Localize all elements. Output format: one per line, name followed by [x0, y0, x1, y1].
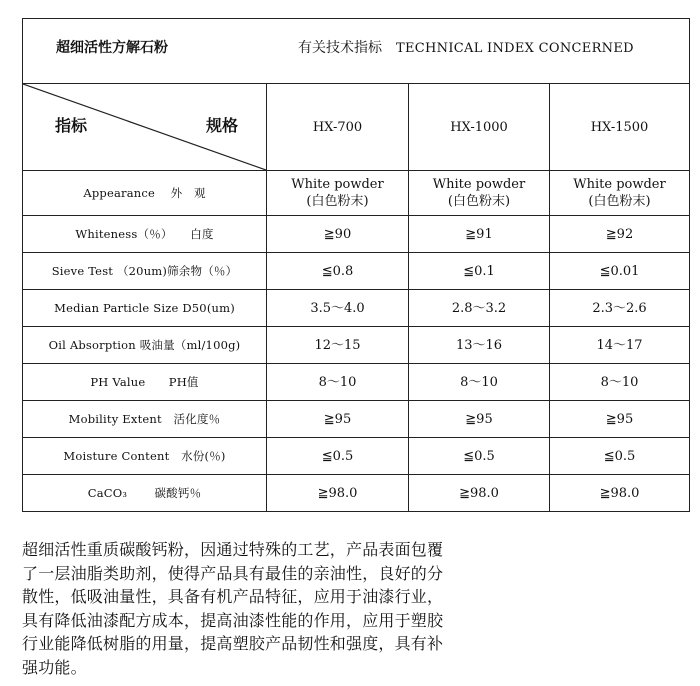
table-row [23, 401, 690, 438]
row-label: Median Particle Size D50(um) [23, 290, 267, 327]
value-cell: 8～10 [550, 364, 690, 401]
description-line: 了一层油脂类助剂，使得产品具有最佳的亲油性，良好的分 [22, 563, 444, 583]
title-row [23, 19, 690, 84]
technical-index-table [22, 18, 690, 512]
table-row [23, 216, 690, 253]
row-label: Whiteness（％） 白度 [23, 216, 267, 253]
value-cell: ≧95 [409, 401, 550, 438]
product-title: 超细活性方解石粉 [56, 40, 168, 56]
value-cell [409, 171, 550, 216]
value-cell: ≧90 [267, 216, 409, 253]
value-cell: ≧92 [550, 216, 690, 253]
product-header-hx700: HX-700 [267, 84, 409, 171]
row-label: CaCO₃ 碳酸钙％ [23, 475, 267, 512]
spec-label: 规格 [205, 116, 238, 135]
spec-sheet [22, 18, 689, 512]
value-cell: 14～17 [550, 327, 690, 364]
table-row [23, 290, 690, 327]
table-row [23, 438, 690, 475]
value-cell: ≧98.0 [267, 475, 409, 512]
value-cell: 2.3～2.6 [550, 290, 690, 327]
description-line: 行业能降低树脂的用量，提高塑胶产品韧性和强度，具有补 [22, 634, 444, 653]
product-header-hx1000: HX-1000 [409, 84, 550, 171]
product-header-hx1500: HX-1500 [550, 84, 690, 171]
table-subtitle [298, 41, 634, 56]
description-line: 具有降低油漆配方成本，提高油漆性能的作用，应用于塑胶 [22, 610, 444, 630]
value-cell: 8～10 [267, 364, 409, 401]
value-cell: 8～10 [409, 364, 550, 401]
header-row [23, 84, 690, 171]
value-line: White powder [291, 177, 384, 192]
value-line: (白色粉末) [588, 194, 651, 209]
subtitle-en: TECHNICAL INDEX CONCERNED [396, 41, 634, 56]
value-line: White powder [432, 177, 526, 192]
value-cell: ≦0.1 [409, 253, 550, 290]
value-cell: ≧98.0 [550, 475, 690, 512]
value-cell: ≦0.8 [267, 253, 409, 290]
description-line: 超细活性重质碳酸钙粉，因通过特殊的工艺，产品表面包覆 [22, 540, 444, 559]
row-label: Oil Absorption 吸油量（ml/100g) [23, 327, 267, 364]
index-label: 指标 [55, 116, 88, 135]
value-line: (白色粉末) [447, 194, 511, 209]
value-cell: 2.8～3.2 [409, 290, 550, 327]
title-cell [23, 19, 690, 84]
row-label: PH Value PH值 [23, 364, 267, 401]
row-label: Sieve Test （20um)筛余物（％） [23, 253, 267, 290]
value-cell: ≦0.5 [550, 438, 690, 475]
value-cell: ≧95 [267, 401, 409, 438]
value-cell [267, 171, 409, 216]
subtitle-cn: 有关技术指标 [298, 40, 382, 56]
table-row [23, 171, 690, 216]
product-description [22, 538, 542, 679]
row-label: Moisture Content 水份(％) [23, 438, 267, 475]
value-cell [550, 171, 690, 216]
value-cell: ≧98.0 [409, 475, 550, 512]
value-cell: ≦0.5 [267, 438, 409, 475]
value-line: White powder [573, 177, 666, 192]
row-label: Appearance 外 观 [23, 171, 267, 216]
value-line: (白色粉末) [306, 194, 369, 209]
value-cell: 13～16 [409, 327, 550, 364]
description-line: 强功能。 [22, 657, 87, 677]
diagonal-header-cell [23, 84, 267, 171]
table-row [23, 253, 690, 290]
value-cell: ≦0.01 [550, 253, 690, 290]
description-line: 散性，低吸油量性，具备有机产品特征，应用于油漆行业， [22, 587, 444, 606]
table-row [23, 327, 690, 364]
row-label: Mobility Extent 活化度％ [23, 401, 267, 438]
value-cell: 12～15 [267, 327, 409, 364]
table-row [23, 475, 690, 512]
value-cell: ≦0.5 [409, 438, 550, 475]
value-cell: ≧91 [409, 216, 550, 253]
value-cell: ≧95 [550, 401, 690, 438]
table-row [23, 364, 690, 401]
value-cell: 3.5～4.0 [267, 290, 409, 327]
